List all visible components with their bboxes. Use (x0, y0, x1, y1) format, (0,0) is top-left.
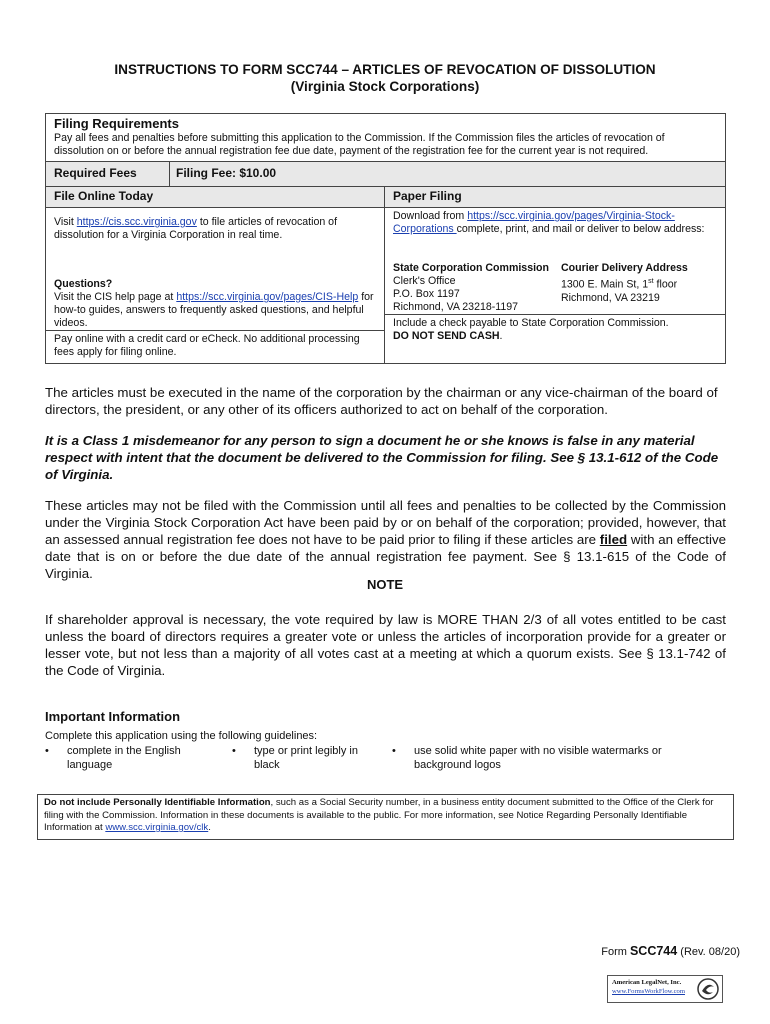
guideline-item (232, 744, 358, 772)
mail-line-3: Richmond, VA 23218-1197 (393, 301, 519, 313)
bullet-dot: • (232, 745, 236, 757)
stock-corp-link[interactable]: https://scc.virginia.gov/pages/Virginia-Stock-Corporations (393, 210, 675, 235)
courier-line-2: Richmond, VA 23219 (561, 291, 660, 304)
form-number (601, 944, 740, 958)
check-payable-text (385, 314, 725, 347)
no-cash-period: . (499, 330, 503, 342)
check-text: Include a check payable to State Corporation Commission. (393, 317, 669, 329)
pii-text: , such as a Social Security number, in a business entity document submitted to the Office of the Clerk for filing with the Commission. Information in these documents is available to the public. For more information, see Notice Regarding Personally Identifiable Information at (44, 797, 714, 833)
document-title (0, 61, 770, 95)
questions-post: for how-to guides, answers to frequently asked questions, and helpful videos. (54, 291, 374, 329)
cis-link[interactable]: https://cis.scc.virginia.gov (76, 216, 197, 228)
mail-line-2: P.O. Box 1197 (393, 288, 460, 300)
pii-notice (37, 794, 734, 840)
guideline-2-line-1: type or print legibly in (254, 745, 358, 757)
courier-heading: Courier Delivery Address (561, 262, 688, 274)
mail-address (393, 262, 549, 312)
address-block (385, 260, 725, 314)
courier-sup: st (648, 278, 654, 285)
pay-online-text: Pay online with a credit card or eCheck. No additional processing fees apply for filing online. (46, 330, 384, 363)
filing-fee-value: Filing Fee: $10.00 (176, 166, 277, 180)
subtitle-line: (Virginia Stock Corporations) (290, 79, 480, 94)
publisher-name: American LegalNet, Inc. (612, 979, 682, 986)
online-column (46, 187, 385, 363)
fees-post: with an effective date that is on or before the due date of the annual registration fee payment. See § 13.1-615 of the Code of Virginia. (45, 532, 726, 581)
courier-floor: floor (653, 278, 678, 291)
filed-emphasis: filed (599, 532, 628, 547)
note-heading: NOTE (366, 577, 404, 592)
download-pre: Download from (393, 210, 468, 222)
fees-paragraph (45, 497, 726, 582)
paper-download-text (385, 208, 725, 260)
form-prefix: Form (601, 946, 630, 958)
paper-column (385, 187, 725, 363)
required-fees-label: Required Fees (46, 162, 170, 186)
courier-address (549, 262, 717, 312)
required-fees-row (46, 161, 725, 186)
questions-block (46, 276, 384, 330)
misdemeanor-paragraph: It is a Class 1 misdemeanor for any person to sign a document he or she knows is false in any material respect with intent that the document be delivered to the Commission for filing. See § 13.1-612 of the Code of Virginia. (45, 433, 719, 482)
cis-help-link[interactable]: https://scc.virginia.gov/pages/CIS-Help (176, 291, 359, 303)
courier-line-1 (561, 275, 717, 292)
guideline-item (45, 744, 181, 772)
questions-pre: Visit the CIS help page at (54, 291, 177, 303)
guideline-3-line-1: use solid white paper with no visible watermarks or (414, 745, 662, 757)
filing-methods (46, 186, 725, 363)
pii-end: . (208, 822, 211, 833)
fees-pre: These articles may not be filed with the Commission until all fees and penalties to be collected by the Commission under the Virginia Stock Corporation Act have been paid by or on behalf of the corporation; provided, however, that an assessed annual registration fee does not have to be paid prior to filing if these articles are (45, 498, 726, 547)
download-post: complete, print, and mail or deliver to below address: (456, 223, 705, 235)
questions-text (54, 291, 376, 330)
guideline-1-line-2: language (67, 759, 113, 771)
filing-requirements-heading: Filing Requirements (54, 116, 179, 131)
shareholder-paragraph: If shareholder approval is necessary, the vote required by law is MORE THAN 2/3 of all votes entitled to be cast unless the board of directors requires a greater vote or unless the articles of incorporation provide for a greater or lesser vote, but not less than a majority of all votes cast at a meeting at which a quorum exists. See § 13.1-742 of the Code of Virginia. (45, 612, 726, 678)
publisher-emblem-icon (697, 978, 719, 1000)
filing-requirements-box (45, 113, 726, 364)
online-heading: File Online Today (46, 187, 384, 208)
mail-heading: State Corporation Commission (393, 262, 549, 274)
clk-link[interactable]: www.scc.virginia.gov/clk (105, 822, 209, 833)
form-code: SCC744 (629, 944, 678, 958)
guideline-item (392, 744, 662, 772)
filing-requirements-text: Pay all fees and penalties before submitting this application to the Commission. If the Commission files the articles of revocation of dissolution on or before the annual registration fee due date, payment of the registration fee for the current year is not required. (54, 132, 665, 157)
online-visit-text (46, 208, 384, 276)
mail-line-1: Clerk's Office (393, 275, 456, 287)
bullet-dot: • (392, 745, 396, 757)
important-heading: Important Information (45, 709, 181, 724)
guideline-1-line-1: complete in the English (67, 745, 181, 757)
courier-street: 1300 E. Main St, 1 (561, 278, 649, 291)
guideline-3-line-2: background logos (414, 759, 501, 771)
visit-pre: Visit (54, 216, 77, 228)
pii-bold: Do not include Personally Identifiable Information (44, 797, 271, 808)
guideline-2-line-2: black (254, 759, 280, 771)
no-cash-warning: DO NOT SEND CASH (393, 330, 500, 342)
execution-paragraph: The articles must be executed in the name of the corporation by the chairman or any vice-chairman of the board of directors, the president, or any other of its officers authorized to act on behalf of the corporation. (45, 385, 718, 417)
important-intro: Complete this application using the following guidelines: (45, 730, 318, 742)
publisher-link[interactable]: www.FormsWorkFlow.com (612, 987, 685, 995)
form-revision: (Rev. 08/20) (677, 946, 740, 958)
questions-heading: Questions? (54, 278, 113, 290)
title-line: INSTRUCTIONS TO FORM SCC744 – ARTICLES OF REVOCATION OF DISSOLUTION (114, 62, 656, 77)
visit-post: to file articles of revocation of dissolution for a Virginia Corporation in real time. (54, 216, 338, 241)
bullet-dot: • (45, 745, 49, 757)
paper-heading: Paper Filing (385, 187, 725, 208)
publisher-badge (607, 975, 723, 1003)
